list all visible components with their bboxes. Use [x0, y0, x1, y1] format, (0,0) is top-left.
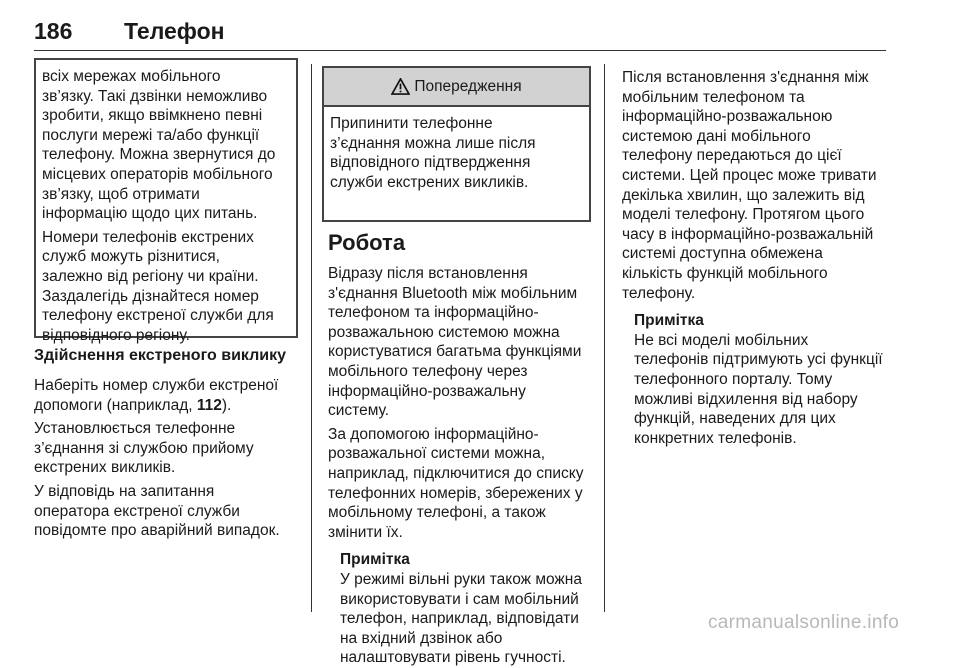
warning-triangle-icon: [391, 78, 410, 95]
note-handsfree: Примітка У режимі вільні руки також можна використовувати і сам мобільний телефон, наприклад, відповідати на вхідний дзвінок або налаштовувати рівень гучності.: [328, 550, 598, 668]
page-title: Телефон: [124, 18, 225, 44]
note-title: Примітка: [340, 551, 410, 569]
column-divider-2: [604, 64, 605, 612]
info-paragraph-1: всіх мережах мобільного зв’язку. Такі дзвінки неможливо зробити, якщо ввімкнено певні послуги мережі та/або функції телефону. Можна звернутися до місцевих операторів мобільного зв’язку, щоб отримати інформацію щодо цих питань.: [42, 68, 276, 223]
warning-title: Попередження: [414, 77, 522, 95]
column-divider-1: [311, 64, 312, 612]
header-rule: [34, 50, 886, 51]
info-paragraph-2: Номери телефонів екстрених служб можуть різнитися, залежно від регіону чи країни. Заздалегідь дізнайтеся номер телефону екстреної служби для відповідного регіону.: [42, 228, 274, 344]
warning-header: [324, 68, 589, 107]
section-heading-emergency-call: Здійснення екстреного виклику: [34, 347, 287, 364]
column-1-body: [34, 346, 304, 545]
note-phone-models: Примітка Не всі моделі мобільних телефонів підтримують усі функції телефонного порталу. Тому можливі відхилення від набору функцій, наведених для цих конкретних телефонів.: [622, 311, 890, 448]
info-box: [34, 58, 298, 344]
paragraph-report: У відповідь на запитання оператора екстреної служби повідомте про аварійний випадок.: [34, 482, 280, 540]
paragraph-dial: Наберіть номер служби екстреної допомоги (наприклад, 112).: [34, 377, 279, 414]
column-3-body: [622, 68, 890, 448]
note-title: Примітка: [634, 312, 704, 330]
warning-box: [322, 66, 591, 222]
section-heading-operation: Робота: [328, 230, 406, 255]
paragraph-data-transfer: Після встановлення з'єднання між мобільним телефоном та інформаційно-розважальною системою дані мобільного телефону передаються до цієї системи. Цей процес може тривати декілька хвилин, що залежить від моделі телефону. Протягом цього часу в інформаційно-розважальній системі доступна обмежена кількість функцій мобільного телефону.: [622, 69, 877, 302]
page-header: [34, 18, 886, 50]
watermark: carmanualsonline.info: [708, 612, 900, 633]
page-number: 186: [34, 18, 73, 44]
paragraph-phonebook: За допомогою інформаційно- розважальної системи можна, наприклад, підключитися до списку телефонних номерів, збережених у мобільному телефоні, а також змінити їх.: [328, 425, 584, 541]
column-2-body: [328, 230, 598, 668]
paragraph-connection: Установлюється телефонне з’єднання зі службою прийому екстрених викликів.: [34, 420, 254, 477]
emergency-number: 112: [196, 396, 222, 414]
paragraph-bluetooth: Відразу після встановлення з'єднання Bluetooth між мобільним телефоном та інформаційно- розважальною системою можна користуватися багатьма функціями мобільного телефону через інформаційно-розважальну систему.: [328, 265, 582, 420]
warning-text: Припинити телефонне з’єднання можна лише після відповідного підтвердження служби екстрених викликів.: [330, 115, 536, 191]
